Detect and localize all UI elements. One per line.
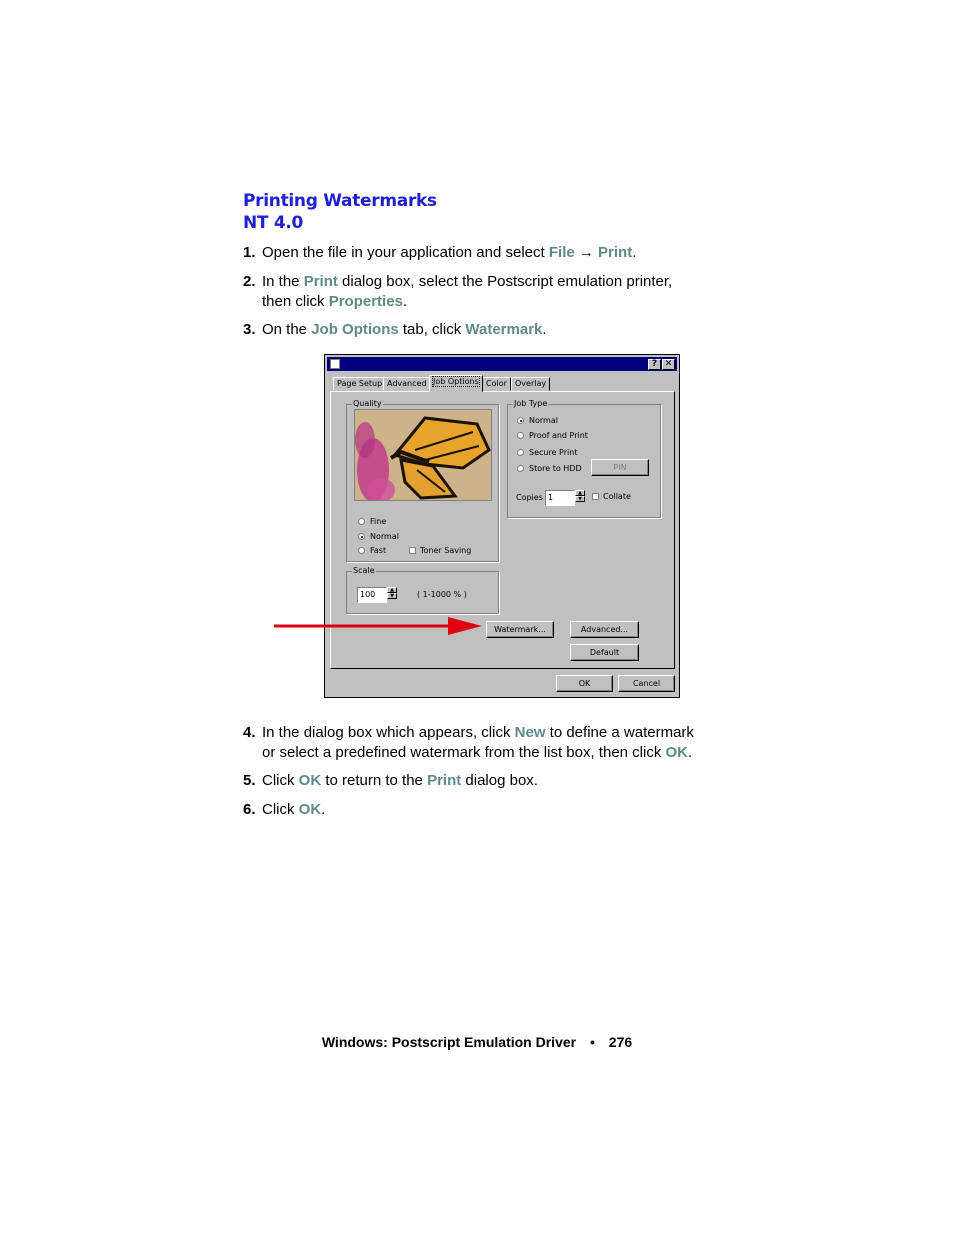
- keyword-ok: OK: [298, 772, 322, 789]
- watermark-button[interactable]: Watermark...: [486, 621, 554, 638]
- job-normal-radio[interactable]: Normal: [517, 416, 558, 425]
- collate-checkbox[interactable]: Collate: [592, 492, 631, 501]
- heading-title: Printing Watermarks: [243, 191, 437, 211]
- step-4: 4. In the dialog box which appears, click New to define a watermark or select a predefined watermark from the list box, then click OK.: [243, 724, 694, 761]
- footer-title: Windows: Postscript Emulation Driver: [321, 1034, 577, 1050]
- tab-job-options[interactable]: Job Options: [429, 375, 483, 392]
- ok-button[interactable]: OK: [556, 675, 613, 692]
- step-number: 5.: [243, 772, 256, 789]
- arrow-pointer-icon: [272, 615, 484, 637]
- tab-overlay[interactable]: Overlay: [511, 377, 550, 391]
- quality-normal-radio[interactable]: Normal: [358, 532, 399, 541]
- butterfly-icon: [355, 410, 492, 501]
- copies-input[interactable]: 1: [545, 490, 575, 506]
- dialog-titlebar: [327, 357, 677, 371]
- tab-advanced[interactable]: Advanced: [383, 377, 431, 391]
- cancel-button[interactable]: Cancel: [618, 675, 675, 692]
- keyword-print: Print: [598, 244, 633, 261]
- job-store-radio[interactable]: Store to HDD: [517, 464, 582, 473]
- heading-subtitle: NT 4.0: [243, 213, 304, 233]
- step-number: 2.: [243, 273, 256, 290]
- keyword-properties: Properties: [328, 293, 403, 310]
- toner-saving-checkbox[interactable]: Toner Saving: [409, 546, 471, 555]
- tab-page-setup[interactable]: Page Setup: [333, 377, 386, 391]
- keyword-ok: OK: [665, 744, 689, 761]
- step-2: 2. In the Print dialog box, select the Postscript emulation printer, then click Properties.: [243, 273, 673, 310]
- printer-properties-dialog: [324, 354, 680, 698]
- step-3: 3. On the Job Options tab, click Watermark.: [243, 321, 547, 338]
- page-footer: [0, 1034, 954, 1050]
- scale-spinner[interactable]: ▲ ▼: [387, 587, 397, 603]
- step-6: 6. Click OK.: [243, 801, 326, 818]
- step-number: 4.: [243, 724, 256, 741]
- page-number: 276: [608, 1034, 633, 1050]
- job-proof-radio[interactable]: Proof and Print: [517, 431, 588, 440]
- keyword-ok: OK: [298, 801, 322, 818]
- tab-color[interactable]: Color: [482, 377, 511, 391]
- step-number: 6.: [243, 801, 256, 818]
- step-5: 5. Click OK to return to the Print dialog box.: [243, 772, 538, 789]
- step-1: 1. Open the file in your application and select File → Print.: [243, 244, 637, 261]
- scale-range-label: ( 1-1000 % ): [417, 590, 467, 599]
- copies-spinner[interactable]: ▲ ▼: [575, 490, 585, 506]
- pin-button: PIN: [591, 459, 649, 476]
- quality-fine-radio[interactable]: Fine: [358, 517, 386, 526]
- job-secure-radio[interactable]: Secure Print: [517, 448, 577, 457]
- keyword-print: Print: [427, 772, 462, 789]
- step-number: 3.: [243, 321, 256, 338]
- print-quality-preview-image: [354, 409, 492, 501]
- quality-legend: Quality: [353, 399, 382, 408]
- footer-separator: •: [589, 1034, 595, 1050]
- keyword-file: File: [548, 244, 575, 261]
- job-type-legend: Job Type: [514, 399, 548, 408]
- advanced-button[interactable]: Advanced...: [570, 621, 639, 638]
- keyword-new: New: [514, 724, 546, 741]
- scale-legend: Scale: [353, 566, 375, 575]
- default-button[interactable]: Default: [570, 644, 639, 661]
- step-number: 1.: [243, 244, 256, 261]
- keyword-watermark: Watermark: [465, 321, 543, 338]
- section-heading: [243, 190, 437, 234]
- system-menu-icon[interactable]: [330, 359, 340, 369]
- keyword-job-options: Job Options: [311, 321, 399, 338]
- close-button[interactable]: ✕: [662, 359, 675, 370]
- scale-input[interactable]: 100: [357, 587, 387, 603]
- copies-label: Copies: [516, 493, 543, 502]
- quality-fast-radio[interactable]: Fast: [358, 546, 386, 555]
- help-button[interactable]: ?: [648, 359, 661, 370]
- keyword-print: Print: [303, 273, 338, 290]
